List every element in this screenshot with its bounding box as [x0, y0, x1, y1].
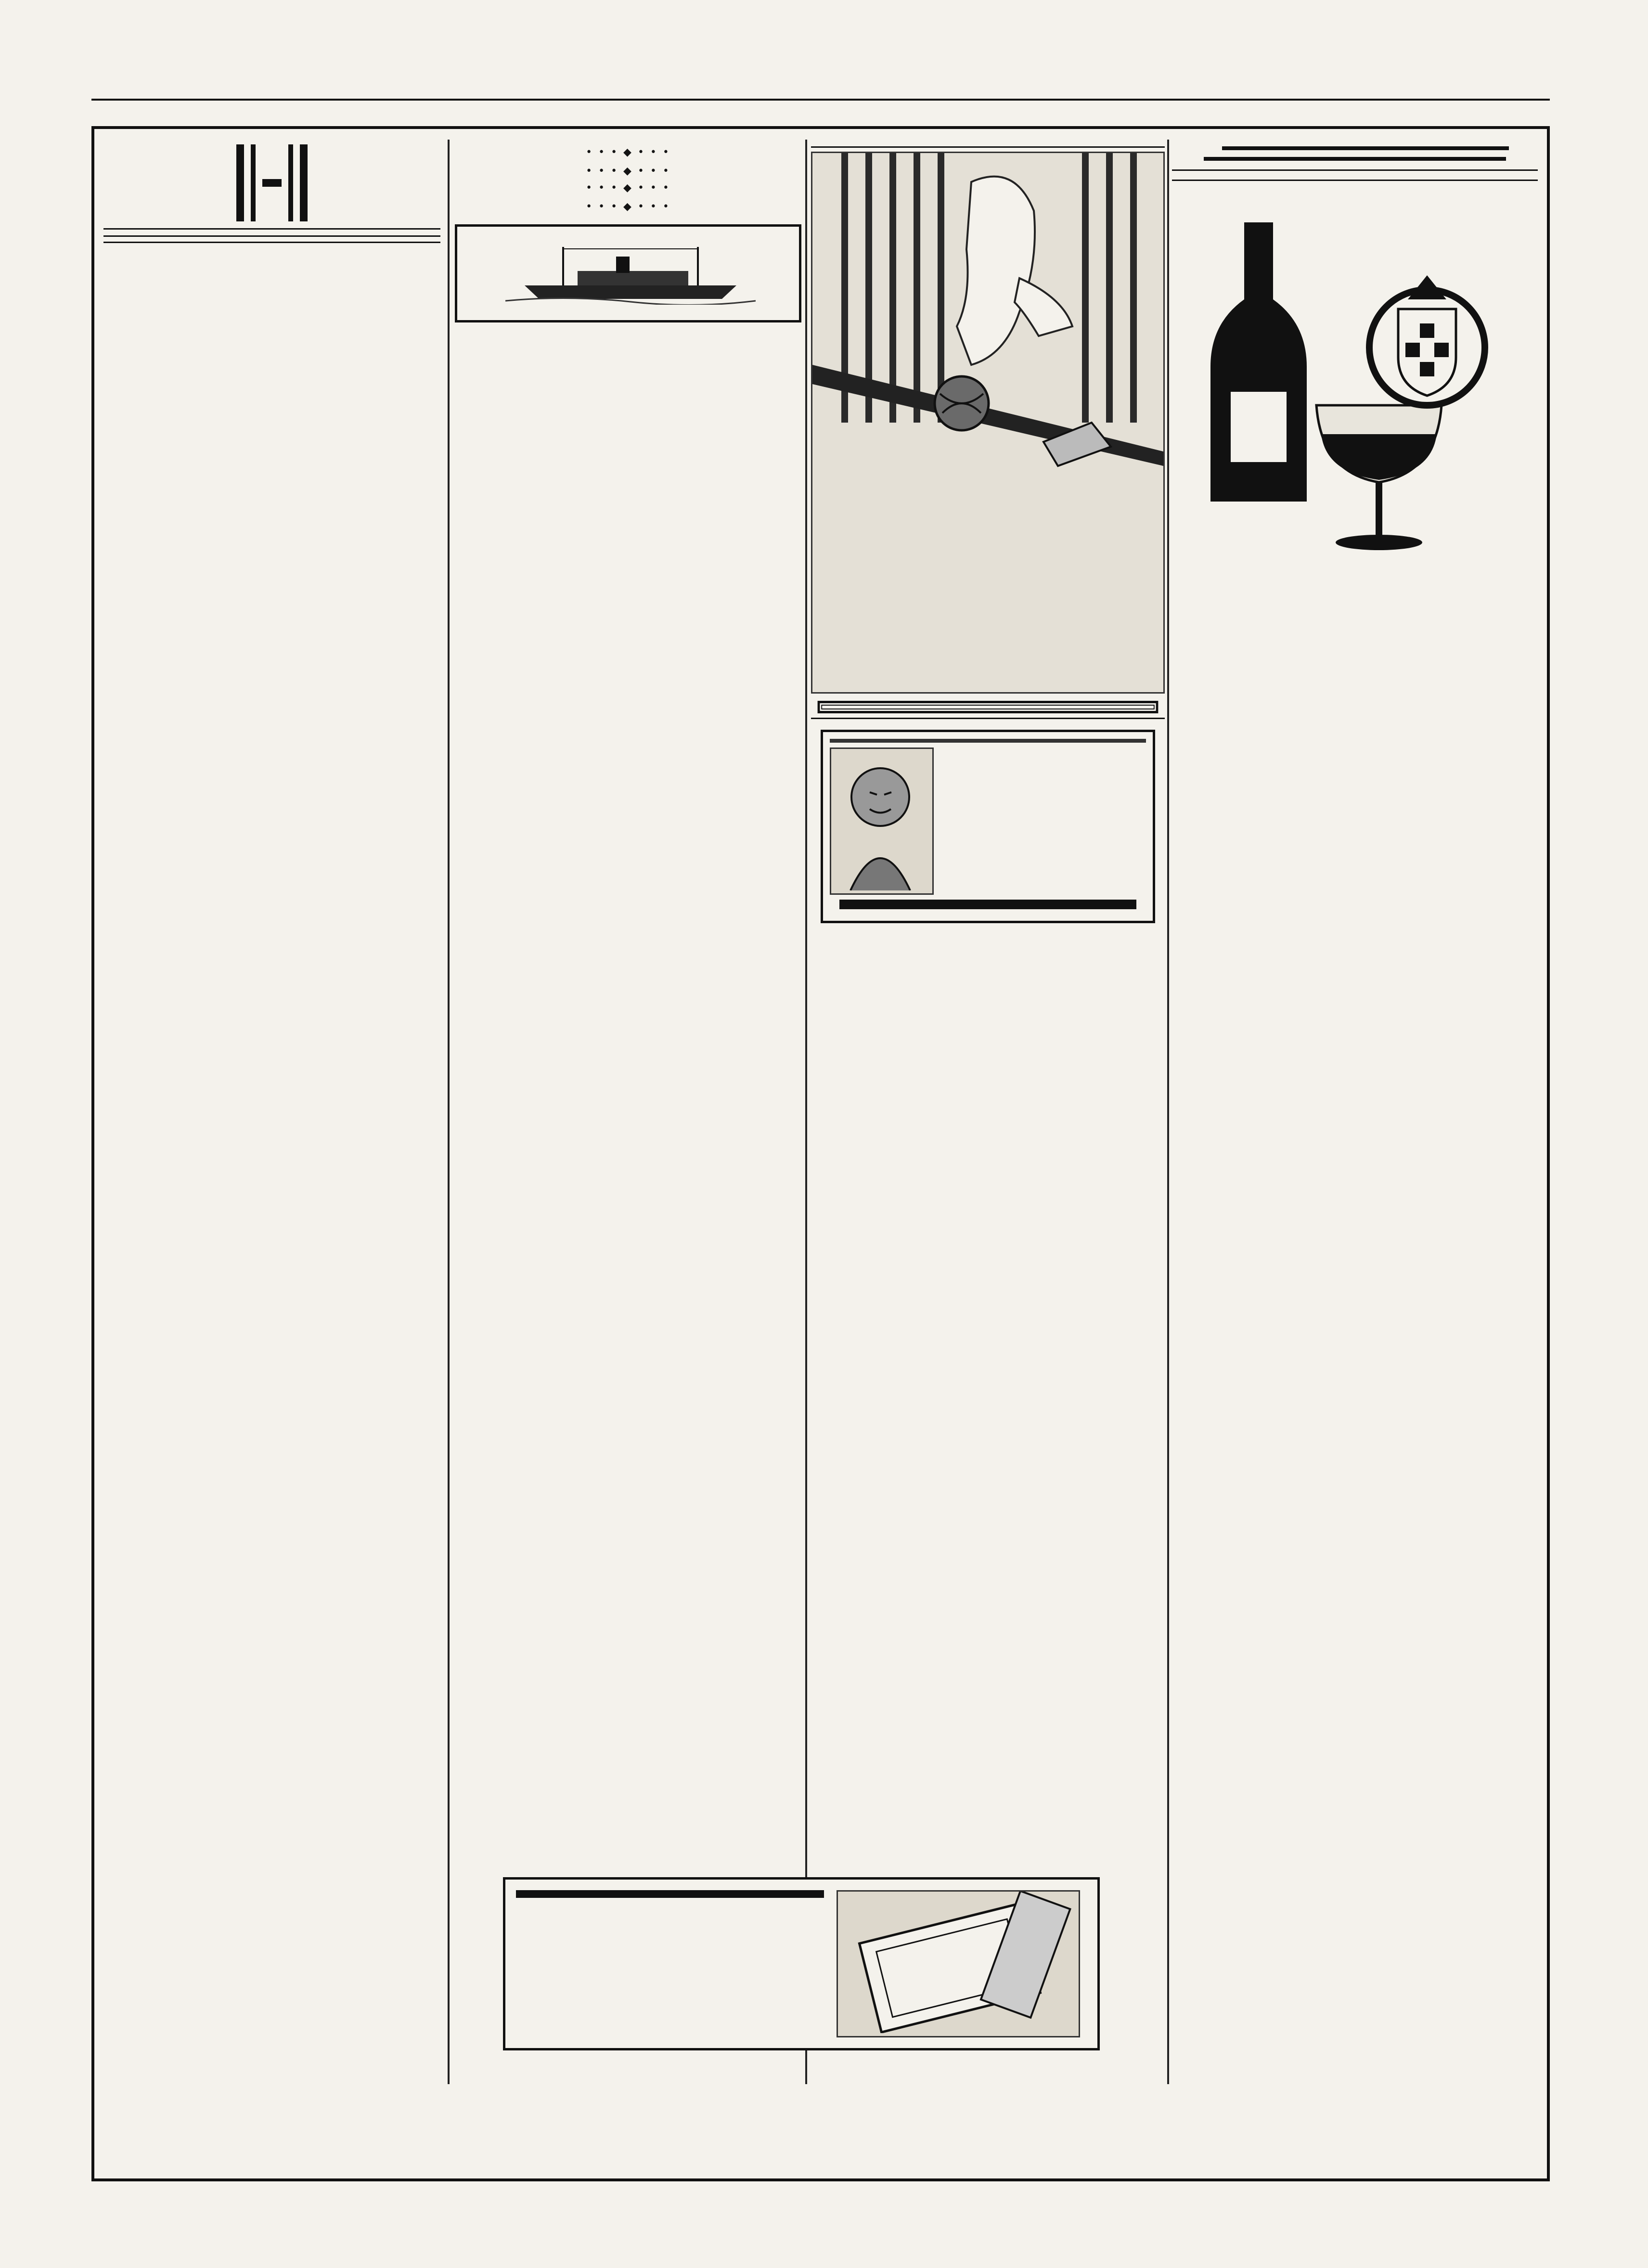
column-theatres [103, 140, 440, 2167]
wine-bottle-illustration [1172, 203, 1528, 579]
separator: • • • ◆ • • • [586, 201, 670, 213]
maples-address [811, 715, 1165, 719]
man-scratching-illustration [830, 747, 934, 895]
ddd-tagline [830, 739, 1146, 743]
column-rule [805, 140, 807, 2084]
masthead-rule [91, 99, 1550, 101]
column-nautico-ads [811, 140, 1165, 2167]
theatres-banner [103, 144, 440, 221]
column-rule [1167, 140, 1169, 2084]
colares-advertisement [1172, 189, 1538, 651]
reposteiro-heading [103, 235, 440, 237]
taipas-soap-illustration [837, 1890, 1080, 2037]
separator: • • • ◆ • • • [586, 165, 670, 177]
actualidades-heading [103, 242, 440, 243]
sabonete-ddd-logo [839, 900, 1136, 909]
column-news [455, 140, 801, 2167]
baby-illustration [811, 152, 1165, 694]
column-crossword-ads [1172, 140, 1538, 2167]
maples-advertisement [811, 715, 1165, 719]
stero-talc-advertisement [811, 146, 1165, 694]
crossword-solution-grid [1204, 157, 1506, 161]
crossword-row-numbers [1201, 146, 1222, 150]
taipas-advertisement [503, 1877, 1100, 2050]
ship-illustration [505, 242, 751, 305]
agentes-line-5 [1172, 176, 1538, 181]
separator: • • • ◆ • • • [586, 182, 670, 194]
column-rule [448, 140, 450, 2084]
agentes-advertisement [1172, 169, 1538, 181]
efemerides-heading [103, 228, 440, 230]
shipping-advertisement [455, 224, 801, 322]
separator: • • • ◆ • • • [586, 146, 670, 158]
taipas-heading [516, 1890, 824, 1898]
piver-advertisement [820, 703, 1156, 711]
ddd-advertisement [821, 730, 1155, 923]
crossword-puzzle-grid [1222, 146, 1509, 150]
